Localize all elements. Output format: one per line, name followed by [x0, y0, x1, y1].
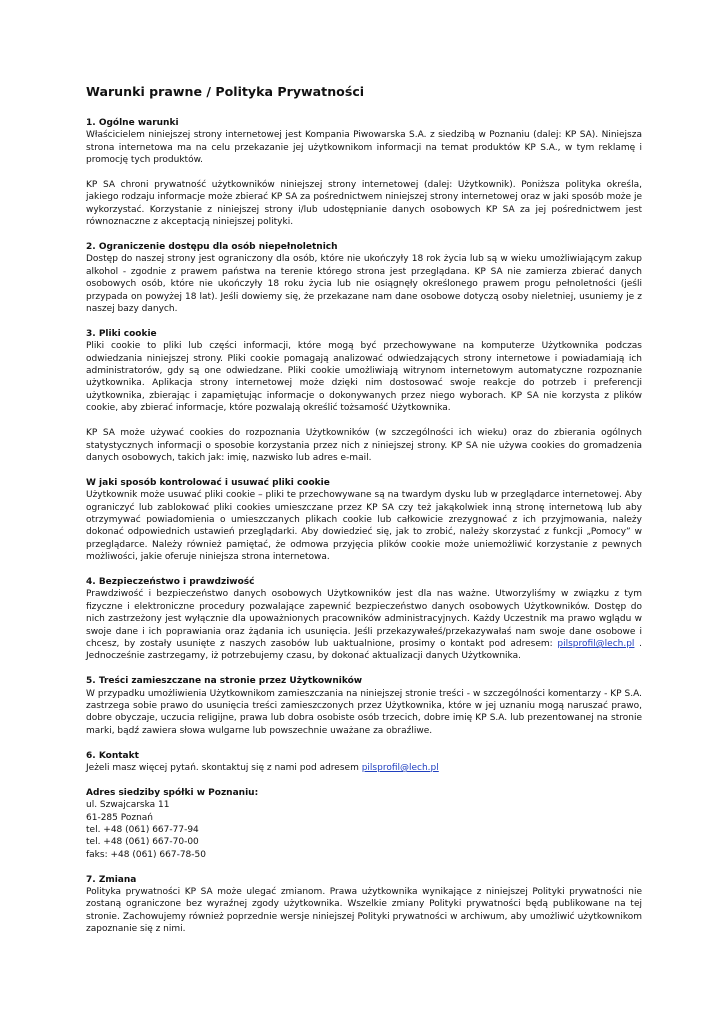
- section-heading-user-content: 5. Treści zamieszczane na stronie przez Użytkowników: [86, 676, 363, 687]
- paragraph-owner: Właścicielem niniejszej strony internetowej jest Kompania Piwowarska S.A. z siedzibą w Poznaniu (dalej: KP SA). Niniejsza strona internetowa ma na celu przekazanie jej użytkownikom informacji na temat produktów KP S.A., w tym reklamę i promocję tych produktów.: [86, 130, 642, 166]
- address-city: 61-285 Poznań: [86, 812, 153, 823]
- section-heading-security: 4. Bezpieczeństwo i prawdziwość: [86, 576, 255, 587]
- address-phone-2: tel. +48 (061) 667-70-00: [86, 837, 199, 848]
- section-heading-minors: 2. Ograniczenie dostępu dla osób niepełnoletnich: [86, 242, 338, 253]
- section-security: [86, 576, 642, 663]
- address-heading: Adres siedziby spółki w Poznaniu:: [86, 787, 259, 798]
- address-fax: faks: +48 (061) 667-78-50: [86, 849, 206, 860]
- paragraph-contact: [86, 762, 642, 774]
- security-text: Prawdziwość i bezpieczeństwo danych osobowych Użytkowników jest dla nas ważne. Utworzyliśmy w związku z tym fizyczne i elektroniczne procedury pozwalające zapewnić bezpieczeństwo danych osobowych Użytkowników. Dostęp do nich zastrzeżony jest wyłącznie dla upoważnionych pracowników administracyjnych. Każdy Uczestnik ma prawo wglądu w swoje dane i ich poprawiania oraz żądania ich usunięcia. Jeśli przekazywałeś/przekazywałaś nam swoje dane osobowe i chcesz, by zostały usunięte z naszych zasobów lub uaktualnione, prosimy o kontakt pod adresem:: [86, 589, 642, 649]
- paragraph-cookies-usage: KP SA może używać cookies do rozpoznania Użytkowników (w szczególności ich wieku) oraz do zbierania ogólnych statystycznych informacji o sposobie korzystania przez nich z niniejszej strony. KP SA nie używa cookies do gromadzenia danych osobowych, takich jak: imię, nazwisko lub adres e-mail.: [86, 428, 642, 463]
- contact-text: Jeżeli masz więcej pytań. skontaktuj się z nami pod adresem: [86, 763, 362, 773]
- document-page: [86, 84, 642, 936]
- section-contact: [86, 750, 642, 775]
- section-user-content: [86, 675, 642, 737]
- paragraph-changes: Polityka prywatności KP SA może ulegać zmianom. Prawa użytkownika wynikające z niniejszej Polityki prywatności nie zostaną ograniczone bez wyraźnej zgody użytkownika. Wszelkie zmiany Polityki prywatności będą publikowane na tej stronie. Zachowujemy również poprzednie wersje niniejszej Polityki prywatności w archiwum, aby umożliwić użytkownikom zapoznanie się z nimi.: [86, 887, 642, 935]
- section-changes: [86, 874, 642, 936]
- section-heading-cookie-control: W jaki sposób kontrolować i usuwać pliki cookie: [86, 477, 330, 488]
- section-heading-general: 1. Ogólne warunki: [86, 118, 179, 128]
- email-link-security[interactable]: pilsprofil@lech.pl: [557, 638, 635, 649]
- paragraph-user-content: W przypadku umożliwienia Użytkownikom zamieszczania na niniejszej stronie treści - w szczególności komentarzy - KP S.A. zastrzega sobie prawo do usunięcia treści zamieszczonych przez Użytkownika, które w jej uznaniu mogą naruszać prawo, dobre obyczaje, uczucia religijne, prawa lub dobra osobiste osób trzecich, dobre imię KP S.A. lub prezentowanej na stronie marki, bądź zawiera słowa wulgarne lub powszechnie uważane za obraźliwe.: [86, 688, 642, 736]
- paragraph-privacy-protection: KP SA chroni prywatność użytkowników niniejszej strony internetowej (dalej: Użytkownik). Poniższa polityka określa, jakiego rodzaju informacje może zbierać KP SA za pośrednictwem niniejszej strony internetowej oraz w jaki sposób może je wykorzystać. Korzystanie z niniejszej strony i/lub udostępnianie danych osobowych KP SA za jej pośrednictwem jest równoznaczne z akceptacją niniejszej polityki.: [86, 180, 642, 228]
- section-minors: [86, 241, 642, 315]
- address-phone-1: tel. +48 (061) 667-77-94: [86, 825, 199, 836]
- paragraph-cookie-control: Użytkownik może usuwać pliki cookie – pliki te przechowywane są na twardym dysku lub w przeglądarce internetowej. Aby ograniczyć lub zablokować pliki cookies umieszczane przez KP SA czy też jakąkolwiek inną stronę internetową lub aby otrzymywać powiadomienia o umieszczanych plikach cookie lub całkowicie zrezygnować z ich przyjmowania, należy dokonać odpowiednich ustawień przeglądarki. Aby dowiedzieć się, jak to zrobić, należy skorzystać z funkcji „Pomocy” w przeglądarce. Należy również pamiętać, że odmowa przyjęcia plików cookie może uniemożliwić korzystanie z pewnych możliwości, jakie oferuje niniejsza strona internetowa.: [86, 490, 642, 563]
- section-general: [86, 117, 642, 229]
- paragraph-cookies-definition: Pliki cookie to pliki lub części informacji, które mogą być przechowywane na komputerze Użytkownika podczas odwiedzania niniejszej strony. Pliki cookie pomagają analizować odwiedzających strony internetowe i powiadamiają ich administratorów, gdy są one odwiedzane. Pliki cookie umożliwiają witrynom internetowym automatyczne rozpoznanie użytkownika. Aplikacja strony internetowej może dzięki nim dostosować swoje reakcje do potrzeb i preferencji użytkownika, zbierając i zapamiętując informacje o dokonywanych przez niego wyborach. KP SA nie korzysta z plików cookie, aby zbierać informacje, które pozwalają określić tożsamość Użytkownika.: [86, 341, 642, 414]
- section-heading-cookies: 3. Pliki cookie: [86, 328, 157, 339]
- paragraph-minors: Dostęp do naszej strony jest ograniczony dla osób, które nie ukończyły 18 rok życia lub są w wieku umożliwiającym zakup alkohol - zgodnie z prawem państwa na terenie którego strona jest przeglądana. KP SA nie zamierza zbierać danych osobowych osób, które nie ukończyły 18 roku życia lub nie osiągnęły określonego prawem progu pełnoletności (jeśli przypada on powyżej 18 lat). Jeśli dowiemy się, że przekazane nam dane osobowe dotyczą osoby nieletniej, usuniemy je z naszej bazy danych.: [86, 254, 642, 315]
- section-heading-contact: 6. Kontakt: [86, 750, 139, 761]
- paragraph-security: [86, 588, 642, 662]
- section-heading-changes: 7. Zmiana: [86, 874, 137, 885]
- address-street: ul. Szwajcarska 11: [86, 800, 170, 811]
- section-cookie-control: [86, 477, 642, 564]
- email-link-contact[interactable]: pilsprofil@lech.pl: [361, 763, 439, 773]
- section-cookies: [86, 328, 642, 464]
- section-address: [86, 787, 642, 861]
- page-title: Warunki prawne / Polityka Prywatności: [86, 84, 365, 99]
- security-text-end: . Jednocześnie zastrzegamy, iż potrzebujemy czasu, by dokonać aktualizacji danych Użytkownika.: [86, 638, 642, 662]
